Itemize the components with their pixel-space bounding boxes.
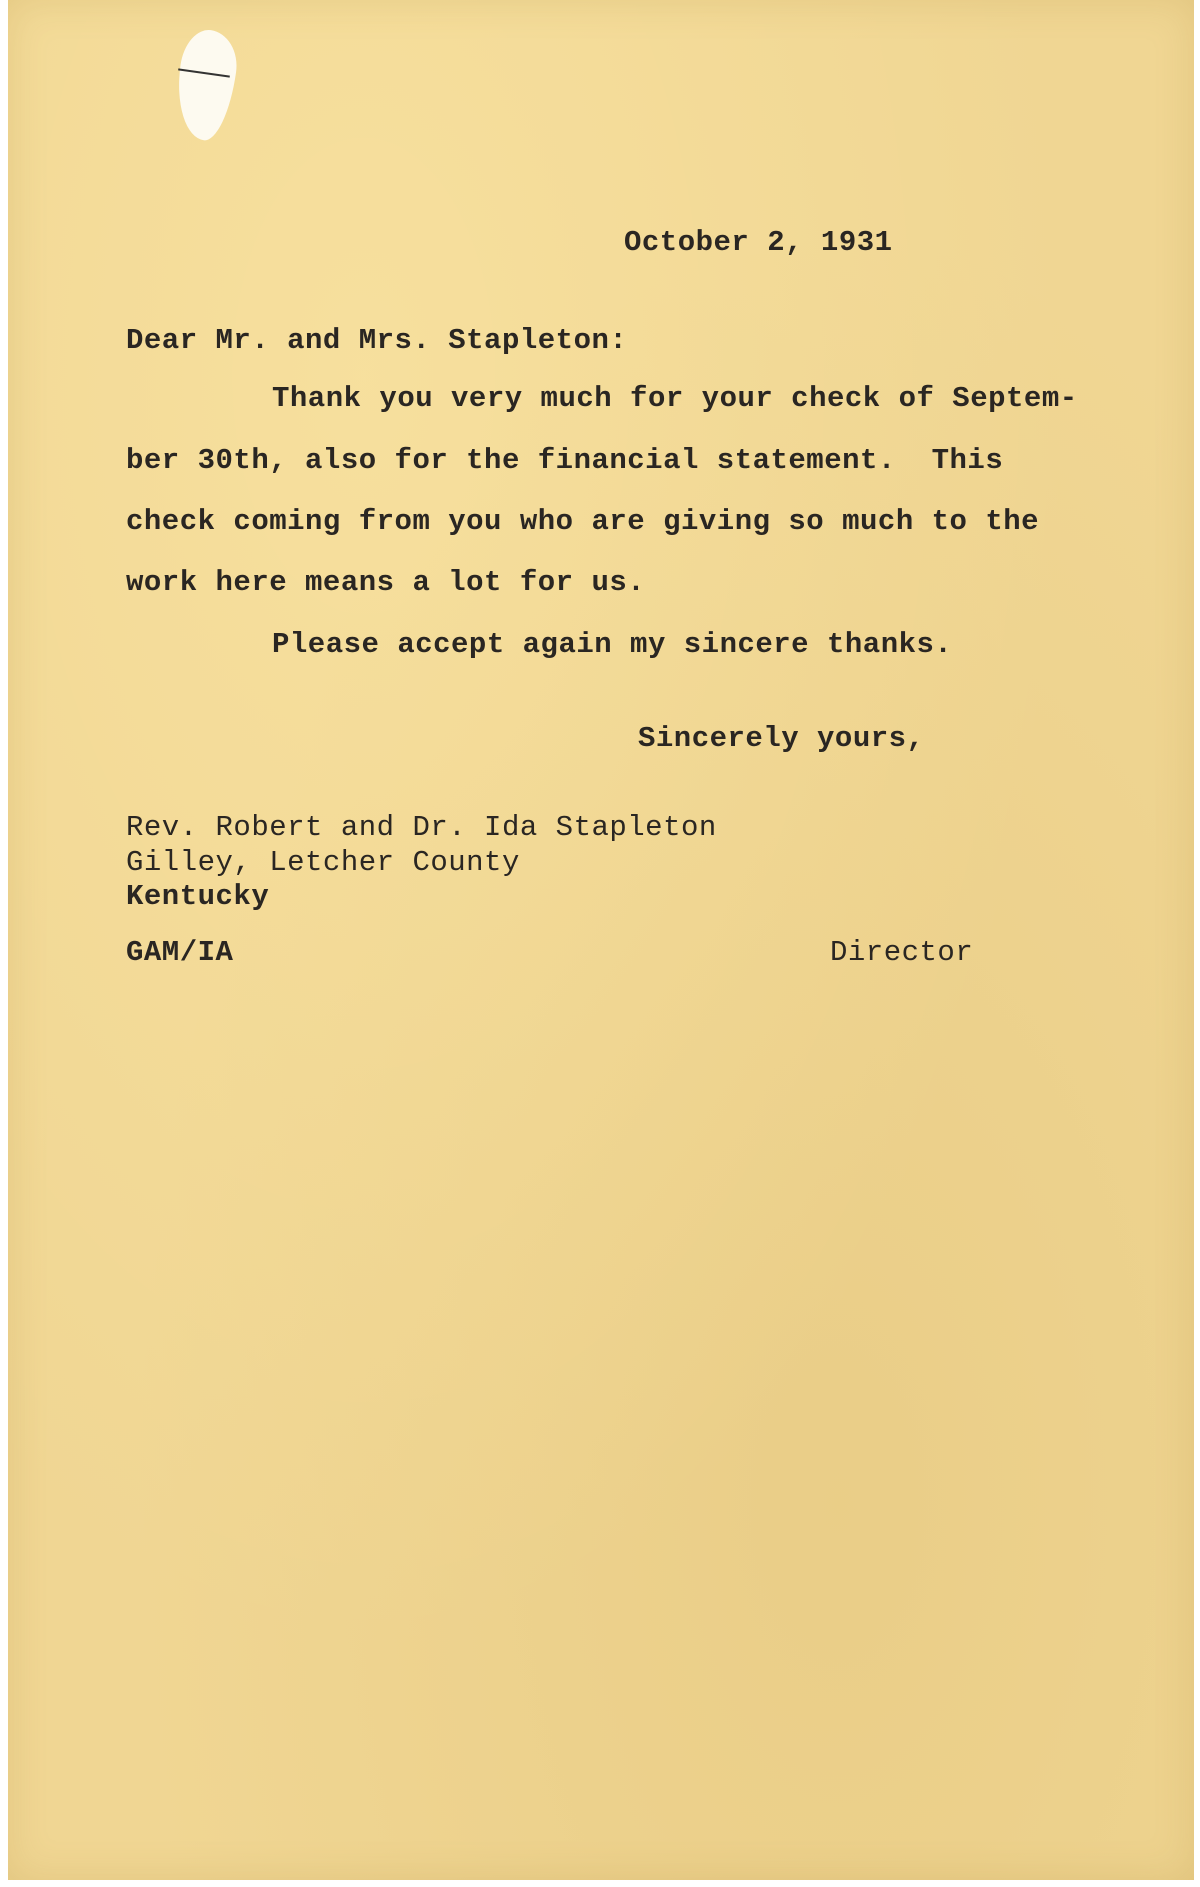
signature-title: Director: [830, 936, 974, 969]
letter-date: October 2, 1931: [624, 226, 893, 259]
body-line-1: Thank you very much for your check of Septem-: [272, 382, 1078, 415]
salutation: Dear Mr. and Mrs. Stapleton:: [126, 324, 628, 357]
body-line-3: check coming from you who are giving so much to the: [126, 505, 1040, 538]
body-paragraph-2: Please accept again my sincere thanks.: [272, 628, 953, 661]
letter-paper: [8, 0, 1194, 1880]
closing: Sincerely yours,: [638, 722, 925, 755]
recipient-line-2: Gilley, Letcher County: [126, 846, 520, 879]
body-line-4: work here means a lot for us.: [126, 566, 646, 599]
torn-corner: [171, 27, 242, 144]
recipient-line-3: Kentucky: [126, 880, 270, 913]
recipient-line-1: Rev. Robert and Dr. Ida Stapleton: [126, 811, 717, 844]
body-line-2: ber 30th, also for the financial statement. This: [126, 444, 1004, 477]
typist-initials: GAM/IA: [126, 936, 234, 969]
